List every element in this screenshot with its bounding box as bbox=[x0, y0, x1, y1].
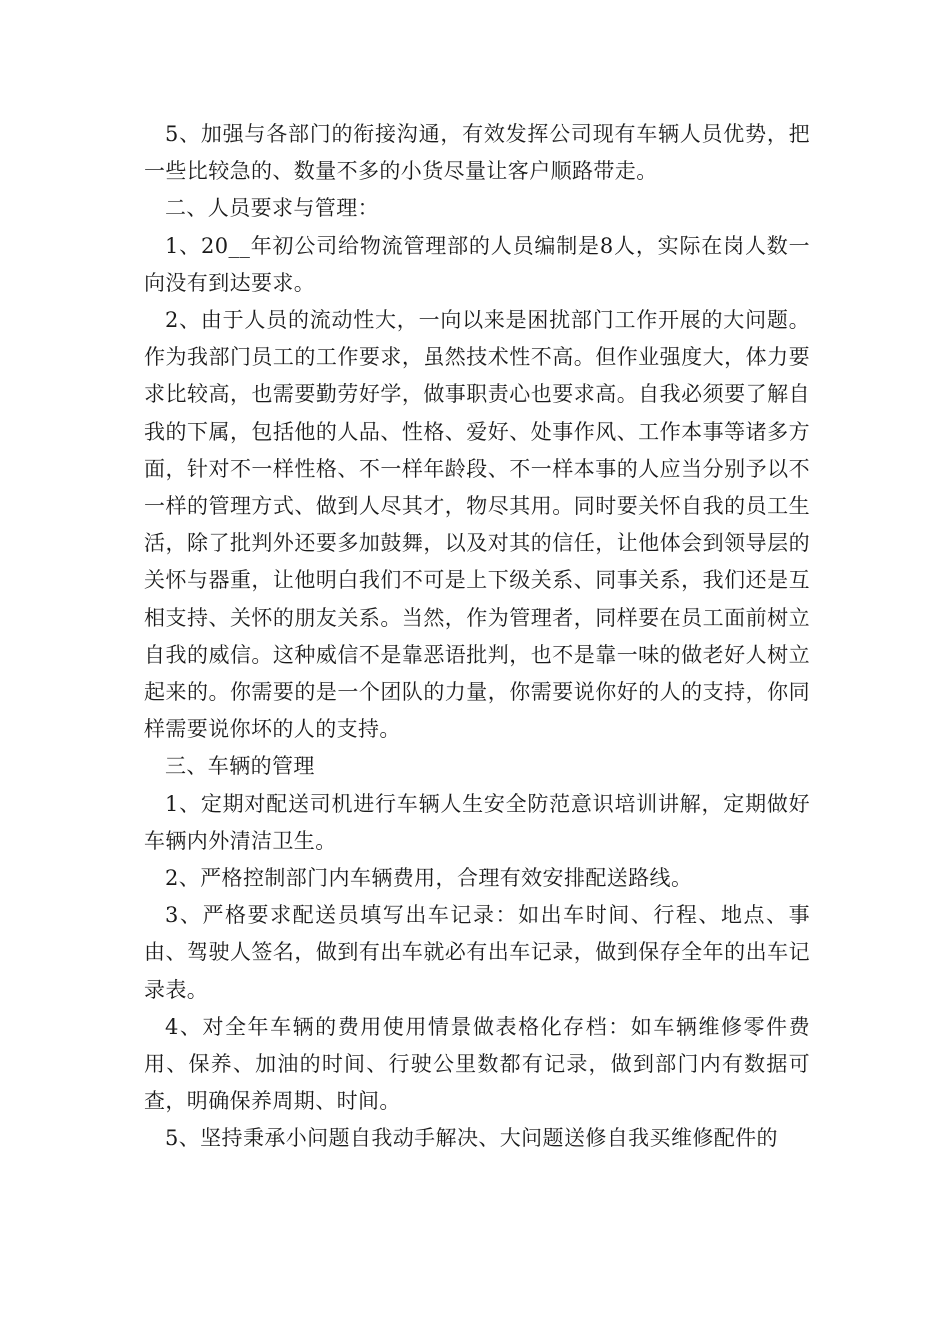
paragraph-vehicle-costs: 2、严格控制部门内车辆费用，合理有效安排配送路线。 bbox=[165, 866, 693, 891]
paragraph-staffing: 1、20__年初公司给物流管理部的人员编制是8人，实际在岗人数一向没有到达要求。 bbox=[144, 233, 810, 295]
document-body bbox=[144, 116, 810, 1158]
paragraph-vehicle-archive: 4、对全年车辆的费用使用情景做表格化存档：如车辆维修零件费用、保养、加油的时间、行驶公里数都有记录，做到部门内有数据可查，明确保养周期、时间。 bbox=[144, 1014, 810, 1114]
section-heading-personnel: 二、人员要求与管理： bbox=[165, 196, 379, 221]
paragraph-vehicle-repair: 5、坚持秉承小问题自我动手解决、大问题送修自我买维修配件的 bbox=[165, 1126, 778, 1151]
paragraph-vehicle-records: 3、严格要求配送员填写出车记录：如出车时间、行程、地点、事由、驾驶人签名，做到有出车就必有出车记录，做到保存全年的出车记录表。 bbox=[144, 903, 810, 1002]
section-heading-vehicles: 三、车辆的管理 bbox=[165, 754, 315, 779]
paragraph-vehicle-coordination: 5、加强与各部门的衔接沟通，有效发挥公司现有车辆人员优势，把一些比较急的、数量不多的小货尽量让客户顺路带走。 bbox=[144, 122, 810, 184]
paragraph-vehicle-safety: 1、定期对配送司机进行车辆人生安全防范意识培训讲解，定期做好车辆内外清洁卫生。 bbox=[144, 791, 810, 853]
paragraph-staff-management: 2、由于人员的流动性大，一向以来是困扰部门工作开展的大问题。作为我部门员工的工作要求，虽然技术性不高。但作业强度大，体力要求比较高，也需要勤劳好学，做事职责心也要求高。自我必须要了解自我的下属，包括他的人品、性格、爱好、处事作风、工作本事等诸多方面，针对不一样性格、不一样年龄段、不一样本事的人应当分别予以不一样的管理方式、做到人尽其才，物尽其用。同时要关怀自我的员工生活，除了批判外还要多加鼓舞，以及对其的信任，让他体会到领导层的关怀与器重，让他明白我们不可是上下级关系、同事关系，我们还是互相支持、关怀的朋友关系。当然，作为管理者，同样要在员工面前树立自我的威信。这种威信不是靠恶语批判，也不是靠一味的做老好人树立起来的。你需要的是一个团队的力量，你需要说你好的人的支持，你同样需要说你坏的人的支持。 bbox=[144, 308, 810, 742]
